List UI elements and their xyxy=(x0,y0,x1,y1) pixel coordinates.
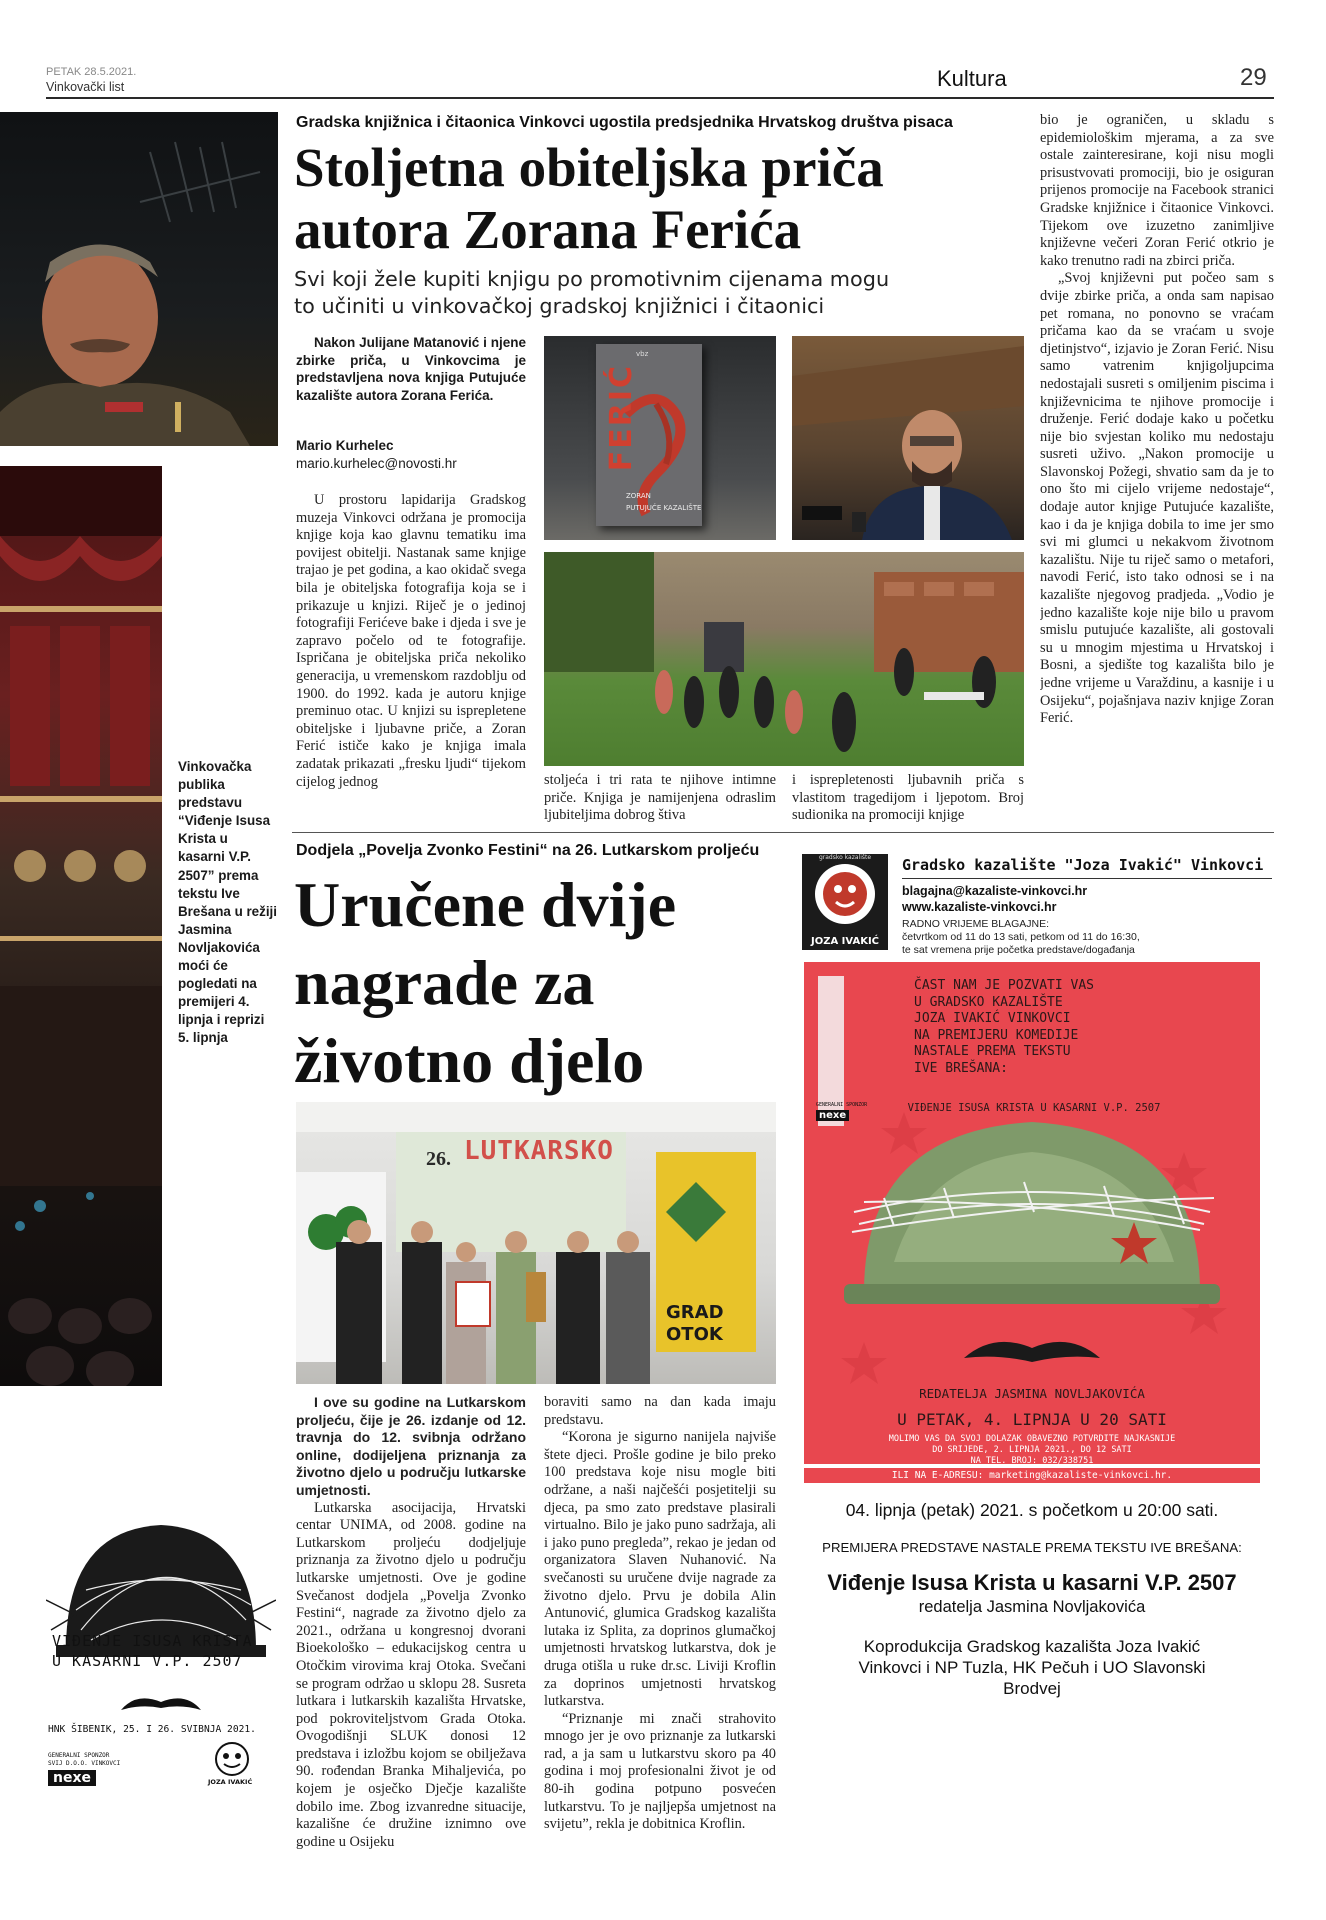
article1-col1-text: U prostoru lapidarija Gradskog muzeja Vinkovci održana je promocija knjige koja kao glavnu tematiku ima povijest obitelji. Nastanak same knjige trajao je pet godina, a kao okidač svega bila je obiteljska fotografija koja se i prikazuje u knjizi. Riječ je o jedinoj fotografiji Ferićeve bake i djeda i sve je zapravo počelo od te fotografije. Ispričana je obiteljska priča nekoliko generacija, u vremenskom razdoblju od 1900. do 1992. kada je autoru knjige preminuo otac. U knjizi su isprepletene obiteljske i ljubavne priče, a Zoran Ferić ističe kako je knjiga imala zadatak prikazati „fresku ljudi“ tijekom cijelog jednog xyxy=(296,492,526,790)
article1-author-email: mario.kurhelec@novosti.hr xyxy=(296,456,457,471)
award-photo xyxy=(296,1102,776,1384)
courtyard-photo xyxy=(544,552,1024,766)
book-author-first: ZORAN xyxy=(626,492,651,500)
ad-poster-arc-title: VIĐENJE ISUSA KRISTA U KASARNI V.P. 2507 xyxy=(907,1102,1161,1114)
ad-email: blagajna@kazaliste-vinkovci.hr xyxy=(902,884,1088,898)
article2-col2-p3: “Priznanje mi znači strahovito mnogo jer je ovo priznanje za lutkarski rad, a ja sam u lutkarstvu skoro pa 40 godina i moj profesionalni život je od 80-ih godina potpuno posvećen lutkarstvu. To je najljepša umjetnost na svijetu”, rekla je dobitnica Kroflin. xyxy=(544,1710,776,1833)
article1-col3-text: i isprepletenosti ljubavnih priča s vlastitom tragedijom i ljepotom. Broj sudionika na promociji knjige xyxy=(792,772,1024,824)
article1-col3 xyxy=(792,772,1024,824)
ad-poster-director: REDATELJA JASMINA NOVLJAKOVIĆA xyxy=(919,1386,1145,1401)
article1-kicker: Gradska knjižnica i čitaonica Vinkovci ugostila predsjednika Hrvatskog društva pisaca xyxy=(296,114,953,131)
left-poster-logo-label: JOZA IVAKIĆ xyxy=(208,1778,253,1786)
left-poster-sponsor-sub: SVIJ D.O.O. VINKOVCI xyxy=(48,1760,121,1767)
ad-hours-label: RADNO VRIJEME BLAGAJNE: xyxy=(902,918,1050,930)
ad-coproduction: Koprodukcija Gradskog kazališta Joza Ivakić Vinkovci i NP Tuzla, HK Pečuh i UO Slavonski Brodvej xyxy=(858,1637,1206,1698)
ad-website: www.kazaliste-vinkovci.hr xyxy=(902,900,1057,914)
ad-show-title: Viđenje Isusa Krista u kasarni V.P. 2507 xyxy=(827,1570,1237,1595)
header-page-number: 29 xyxy=(1240,64,1267,91)
ad-poster-notice4: ILI NA E-ADRESU: marketing@kazaliste-vinkovci.hr. xyxy=(804,1468,1260,1483)
award-photo-banner: LUTKARSKO xyxy=(464,1136,614,1166)
left-poster xyxy=(46,1490,276,1850)
ad-poster-intro-6: IVE BREŠANA: xyxy=(914,1060,1008,1076)
article2-col2-p1: boraviti samo na dan kada imaju predstavu. xyxy=(544,1394,776,1428)
header-paper: Vinkovački list xyxy=(46,80,125,94)
article1-right-p2: „Svoj književni put počeo sam s dvije zbirke priča, a onda sam napisao pet romana, no ponovno se vraćam pričama kao da se vraćam u svoje djetinjstvo“, izjavio je Zoran Ferić. Nisu samo vatrenim knjigoljupcima nedostajali susreti s omiljenim piscima i književnicima te njihove promocije i druženje. Ferić dodaje kako u početku nije bio svjestan koliko mu nedostaju susreti uživo. „Nakon promocije u Slavonskoj Požegi, shvatio sam da je to ono što mi cijelo vrijeme nedostaje“, dodaje autor knjige Putujuće kazalište, kao i da je knjiga dobila to ime jer smo svi mi glumci u nekakvom životnom kazalištu. Nije tu riječ samo o metafori, navodi Ferić, isto tako odnosi se i na kazalište njegovog pradjeda. „Vodio je jedno kazalište koje nije bilo u pravom smislu putujuće kazalište, ali gostovali su u mnogim mjestima u Hrvatskoj i Bosni, a sjedište tog kazališta bilo je jedne vrijeme u Varaždinu, a kasnije i u Osijeku“, pojašnjava naziv knjige Zoran Ferić. xyxy=(1040,270,1274,727)
ad-poster-intro-2: U GRADSKO KAZALIŠTE xyxy=(914,994,1063,1010)
article1-title-2: autora Zorana Ferića xyxy=(294,199,802,260)
ad-theatre-name: Gradsko kazalište "Joza Ivakić" Vinkovci xyxy=(902,856,1264,874)
article1-right-p1: bio je ograničen, u skladu s epidemiološkim mjerama, a za sve ostale zainteresirane, koji nisu mogli prisustvovati promociji, bio je osiguran prijenos promocije na Facebook stranici Gradske knjižnice i čitaonice Vinkovci. Tijekom ove izuzetno zanimljive književne večeri Zoran Ferić otkrio je kako trenutno radi na zbirci priča. xyxy=(1040,112,1274,269)
theatre-mask-icon xyxy=(210,1742,254,1776)
left-poster-title-1: VIĐENJE ISUSA KRISTA xyxy=(52,1632,253,1650)
article2-title-1: Uručene dvije xyxy=(294,869,677,940)
ad-date-line: 04. lipnja (petak) 2021. s početkom u 20:00 sati. xyxy=(845,1500,1219,1520)
ad-poster-notice1: MOLIMO VAS DA SVOJ DOLAZAK OBAVEZNO POTVRDITE NAJKASNIJE xyxy=(888,1434,1176,1444)
ad-poster-intro-3: JOZA IVAKIĆ VINKOVCI xyxy=(914,1011,1071,1026)
left-poster-sponsor-label: GENERALNI SPONZOR xyxy=(48,1752,110,1759)
article1-author-name: Mario Kurhelec xyxy=(296,438,394,453)
ad-hours-line2: te sat vremena prije početka predstave/događanja xyxy=(902,944,1135,956)
article2-kicker: Dodjela „Povelja Zvonko Festini“ na 26. Lutkarskom proljeću xyxy=(296,842,760,859)
article2-col2 xyxy=(544,1394,776,1874)
article2-col1 xyxy=(296,1394,526,1874)
header-section: Kultura xyxy=(937,66,1007,91)
article1-col2-text: stoljeća i tri rata te njihove intimne priče. Knjiga je namijenjena odraslim ljubiteljima dobrog štiva xyxy=(544,772,776,824)
mustache-icon xyxy=(116,1690,206,1716)
ad-poster-date: U PETAK, 4. LIPNJA U 20 SATI xyxy=(897,1410,1167,1429)
article1-title-1: Stoljetna obiteljska priča xyxy=(294,137,884,198)
ad-hours-line1: četvrtkom od 11 do 13 sati, petkom od 11 do 16:30, xyxy=(902,931,1140,943)
ad-logo-label: JOZA IVAKIĆ xyxy=(802,934,888,949)
article2-col2-p2: “Korona je sigurno nanijela najviše štete djeci. Prošle godine je bilo preko 100 predstava koje nisu mogle biti održane, a naši najčešći posjetitelji su djeca, pa smo zato predstave plasirali virtualno. Bilo je jako puno sadržaja, ali i jako puno pregleda”, rekao je jedan od organizatora Slaven Nuhanović. Na svečanosti su uručene dvije nagrade za životno djelo. Prvu je dobila Alin Antunović, glumica Gradskog kazališta lutaka iz Splita, za doprinos glumačkoj umjetnosti hrvatskog lutkarstva, dok je druga otišla u ruke dr.sc. Liviji Kroflin za doprinos umjetnosti hrvatskog lutkarstva. xyxy=(544,1429,776,1710)
ad-poster-notice3: NA TEL. BROJ: 032/338751 xyxy=(970,1456,1094,1464)
article2-col1-lead: I ove su godine na Lutkarskom proljeću, čije je 26. izdanje od 12. travnja do 12. svibnja održano online, dodijeljena priznanja za životno djelo u području lutkarske umjetnosti. xyxy=(296,1394,526,1498)
ad-poster-intro-4: NA PREMIJERU KOMEDIJE xyxy=(914,1027,1079,1043)
article1-lead: Nakon Julijane Matanović i njene zbirke priča, u Vinkovcima je predstavljena nova knjiga Putujuće kazalište autora Zorana Ferića. xyxy=(296,335,526,403)
article1-col2 xyxy=(544,772,776,824)
book-author-last: FERIĆ xyxy=(604,364,639,472)
book-cover-photo xyxy=(544,336,776,540)
left-poster-title-2: U KASARNI V.P. 2507 xyxy=(52,1652,243,1670)
ad-poster-sponsor-label: GENERALNI SPONZOR xyxy=(816,1102,868,1108)
ad-poster-notice2: DO SRIJEDE, 2. LIPNJA 2021., DO 12 SATI xyxy=(932,1445,1132,1455)
ad-premiere-line: PREMIJERA PREDSTAVE NASTALE PREMA TEKSTU IVE BREŠANA: xyxy=(822,1540,1242,1555)
article2-col1-text: Lutkarska asocijacija, Hrvatski centar UNIMA, od 2008. godine na Lutkarskom proljeću dodjeljuje priznanja za životno djelo u području lutkarske umjetnosti. Ove je godine Svečanost dodjela „Povelja Zvonko Festini“, nagrade za životno djelo za 2021., održana u kongresnoj dvorani Bioekološko – edukacijskog centra u Otočkim virovima kraj Otoka. Svečani se program održao u sklopu 28. Susreta lutkara i lutkarskih kazališta Hrvatske, pod pokroviteljstvom Grada Otoka. Ovogodišnji SLUK donosi 12 predstava i izložbu kojom se obilježava 90. rođendan Branka Mihaljevića, po kojem je osječko Dječje kazalište dobilo ime. Zbog izvanredne situacije, kazališne će družine iznimno ove godine u Osijeku xyxy=(296,1499,526,1850)
ad-director: redatelja Jasmina Novljakovića xyxy=(918,1598,1146,1616)
ad-name-rule xyxy=(902,878,1272,879)
ad-poster-intro-5: NASTALE PREMA TEKSTU xyxy=(914,1044,1071,1059)
article1-right-col xyxy=(1040,112,1274,828)
award-photo-flag: GRAD OTOK xyxy=(666,1302,724,1345)
left-poster-venue: HNK ŠIBENIK, 25. I 26. SVIBNJA 2021. xyxy=(48,1724,256,1735)
article1-subtitle-1: Svi koji žele kupiti knjigu po promotivnim cijenama mogu xyxy=(294,267,890,291)
header-date: PETAK 28.5.2021. xyxy=(46,66,137,78)
left-poster-sponsor-logo: nexe xyxy=(48,1770,96,1786)
theatre-photo xyxy=(0,466,162,1386)
actor-photo xyxy=(0,112,278,446)
author-photo xyxy=(792,336,1024,540)
ad-box xyxy=(790,846,1274,1856)
section-divider xyxy=(292,832,1274,833)
article1-col1 xyxy=(296,492,526,822)
ad-logo-ring: gradsko kazalište xyxy=(818,854,872,861)
ad-poster-sponsor: nexe xyxy=(816,1110,849,1121)
award-photo-number: 26. xyxy=(426,1148,451,1170)
article2-title-3: životno djelo xyxy=(294,1025,645,1096)
left-photo-caption: Vinkovačka publika predstavu “Viđenje Isusa Krista u kasarni V.P. 2507” prema tekstu Ive Brešana u režiji Jasmina Novljakovića moći će pogledati na premijeri 4. lipnja i reprizi 5. lipnja xyxy=(178,759,277,1046)
header-rule xyxy=(46,97,1274,99)
article2-title-2: nagrade za xyxy=(294,947,595,1018)
ad-poster-intro xyxy=(914,978,1194,1077)
book-publisher: vbz xyxy=(636,350,649,358)
book-title: PUTUJUĆE KAZALIŠTE xyxy=(626,504,702,512)
ad-poster-intro-1: ČAST NAM JE POZVATI VAS xyxy=(914,978,1095,993)
article1-subtitle-2: to učiniti u vinkovačkoj gradskoj knjižnici i čitaonici xyxy=(294,294,825,318)
ad-poster xyxy=(804,962,1260,1464)
